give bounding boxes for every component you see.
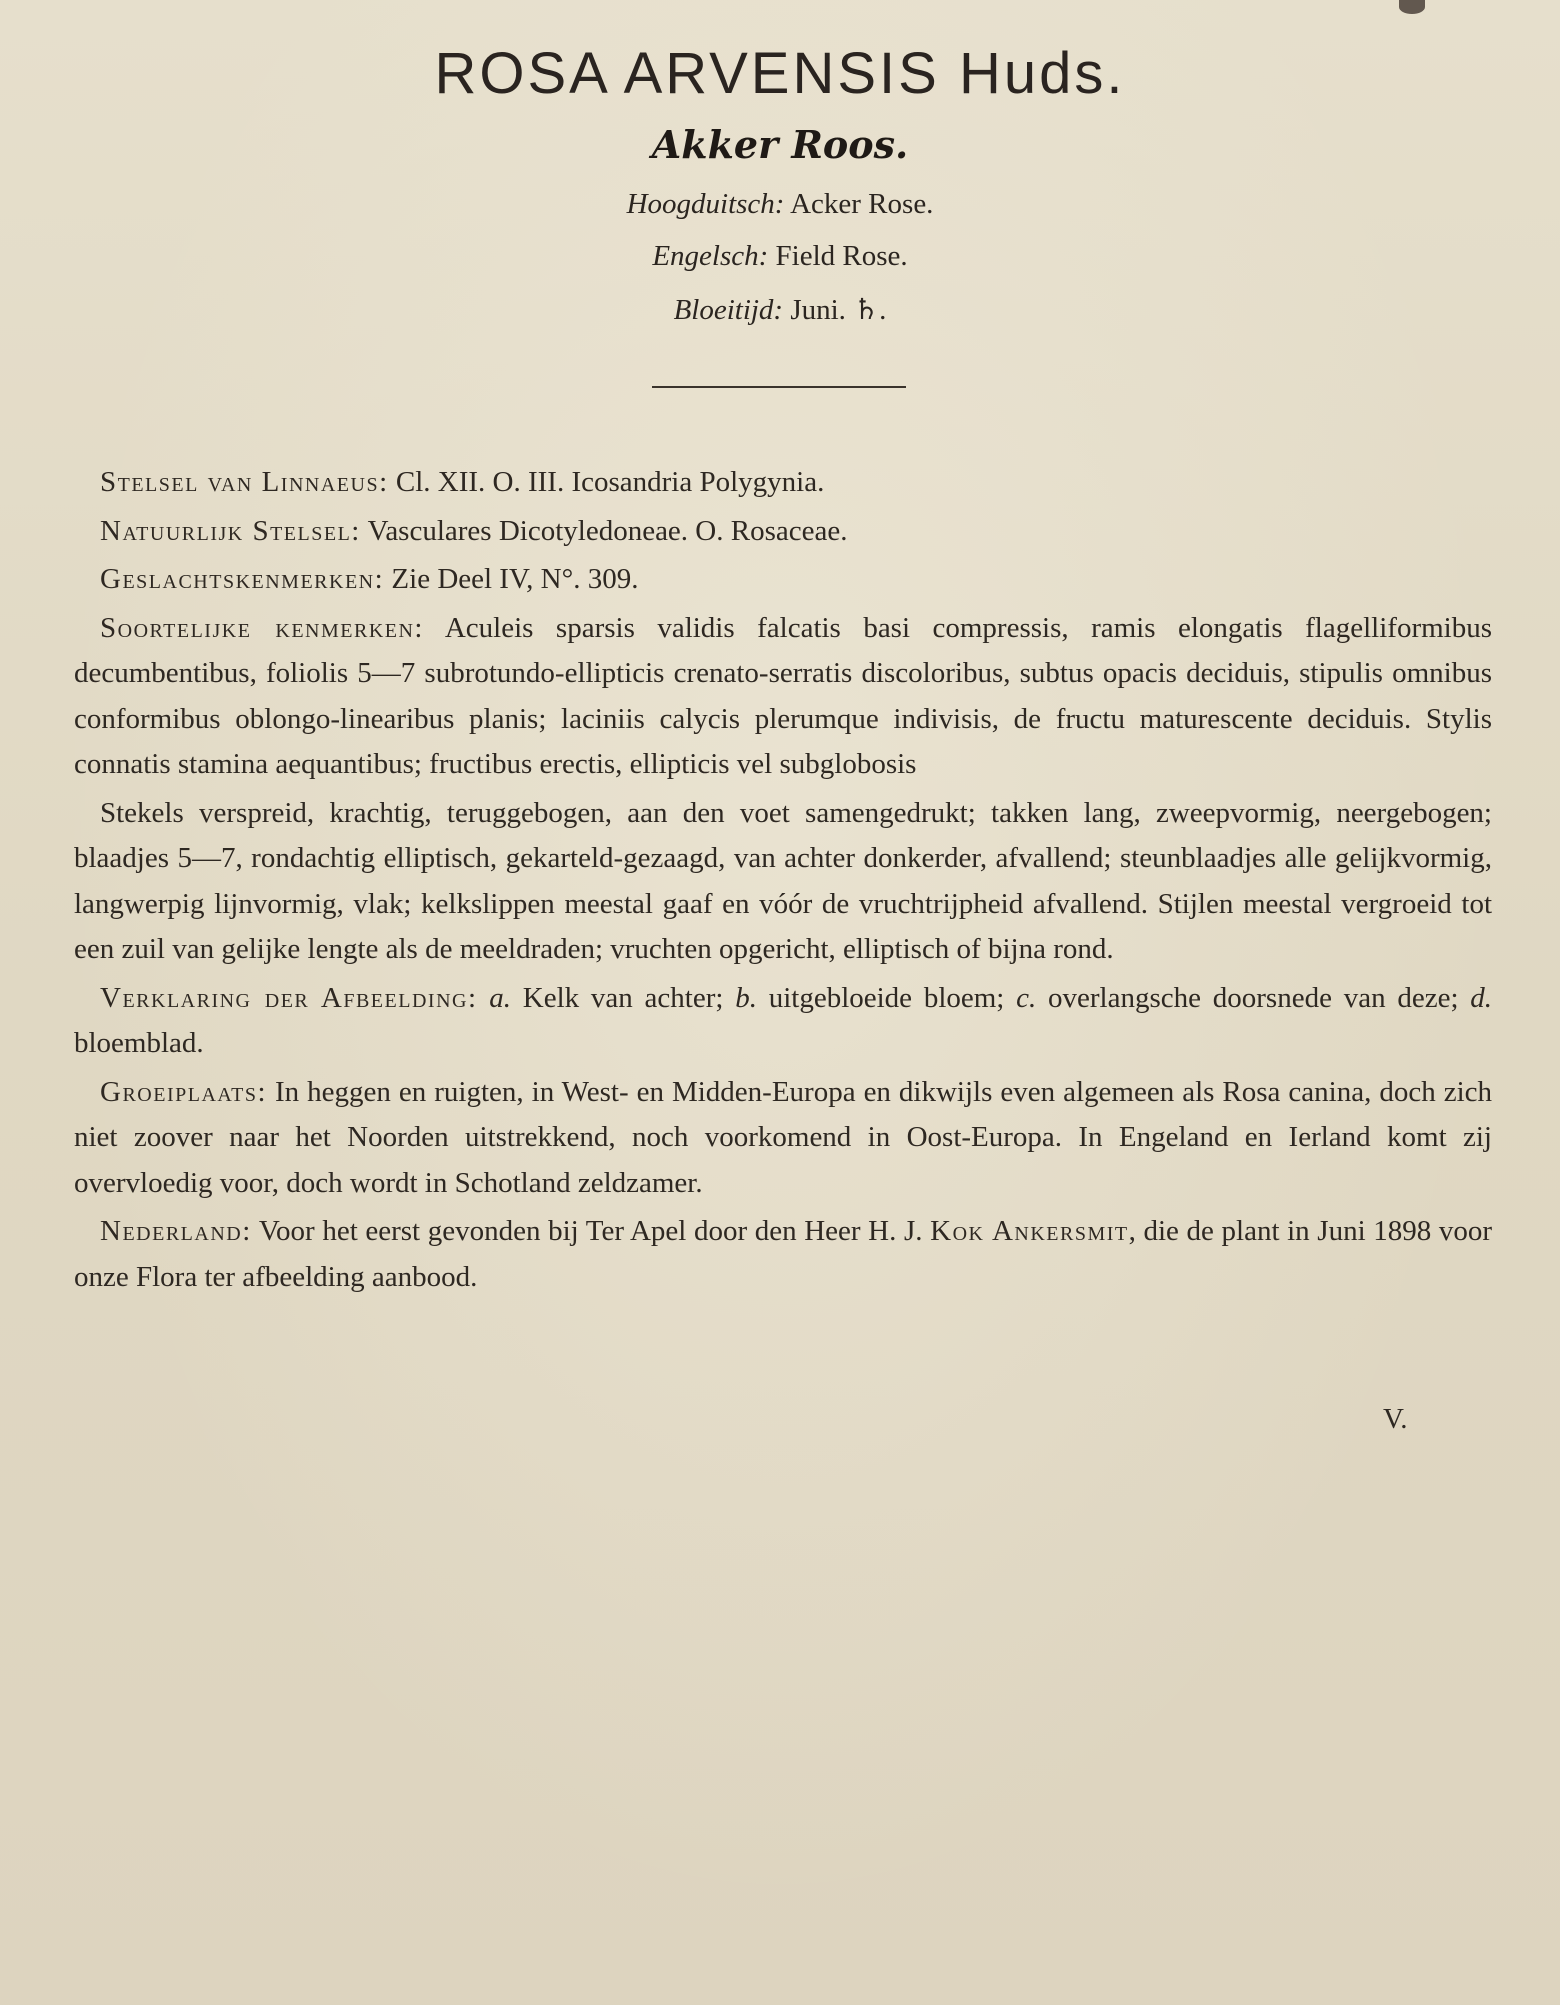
common-name: Akker Roos.: [651, 122, 909, 167]
linnaeus-paragraph: [74, 460, 1492, 506]
species-label: Soortelijke kenmerken:: [100, 611, 424, 644]
natural-system-text: Vasculares Dicotyledoneae. O. Rosaceae.: [360, 514, 848, 547]
flowering-time-line: [0, 292, 1560, 327]
flowering-time-label: Bloeitijd:: [673, 294, 784, 326]
species-dutch-paragraph: Stekels verspreid, krachtig, teruggebogen, aan den voet samengedrukt; takken lang, zweepvormig, neergebogen; blaadjes 5—7, rondachtig elliptisch, gekarteld-gezaagd, van achter donkerder, afvallend; steunblaadjes alle gelijkvormig, langwerpig lijnvormig, vlak; kelkslippen meestal gaaf en vóór de vruchtrijpheid afvallend. Stijlen meestal vergroeid tot een zuil van gelijke lengte als de meeldraden; vruchten opgericht, elliptisch of bijna rond.: [74, 796, 1492, 965]
english-name-label: Engelsch:: [652, 240, 769, 272]
figure-explanation-paragraph: [74, 976, 1492, 1067]
figure-text-d: bloemblad.: [74, 1027, 204, 1059]
page-title: ROSA ARVENSIS Huds.: [434, 41, 1126, 106]
species-latin-text: Aculeis sparsis validis falcatis basi compressis, ramis elongatis flagelliformibus decumbentibus, foliolis 5—7 subrotundo-ellipticis crenato-serratis discoloribus, subtus opacis deciduis, stipulis omnibus conformibus oblongo-linearibus planis; laciniis calycis plerumque indivisis, de fructu maturescente deciduis. Stylis connatis stamina aequantibus; fructibus erectis, ellipticis vel subglobosis: [74, 611, 1492, 780]
figure-text-a: Kelk van achter;: [511, 981, 736, 1014]
linnaeus-label: Stelsel van Linnaeus:: [100, 466, 389, 498]
genus-paragraph: [74, 557, 1492, 603]
genus-label: Geslachtskenmerken:: [100, 563, 385, 595]
species-latin-paragraph: [74, 606, 1492, 788]
german-name-label: Hoogduitsch:: [626, 188, 785, 220]
flowering-time-value: Juni. ♄.: [790, 294, 887, 326]
natural-system-label: Natuurlijk Stelsel:: [100, 514, 361, 547]
german-name-line: [0, 188, 1560, 221]
genus-text: Zie Deel IV, N°. 309.: [384, 563, 639, 595]
author-signature: V.: [1383, 1403, 1408, 1435]
netherlands-paragraph: [74, 1209, 1492, 1300]
netherlands-text-before: Voor het eerst gevonden bij Ter Apel door den Heer H. J.: [251, 1215, 931, 1247]
habitat-text: In heggen en ruigten, in West- en Midden-Europa en dikwijls even algemeen als Rosa canina, doch zich niet zoover naar het Noorden uitstrekkend, noch voorkomend in Oost-Europa. In Engeland en Ierland komt zij overvloedig voor, doch wordt in Schotland zeldzamer.: [74, 1075, 1492, 1199]
divider-rule: [652, 386, 906, 388]
english-name-line: [0, 240, 1560, 273]
figure-letter-b: b.: [735, 981, 757, 1014]
figure-letter-d: d.: [1470, 981, 1493, 1014]
figure-text-c: overlangsche doorsnede van deze;: [1036, 981, 1471, 1014]
figure-letter-c: c.: [1016, 981, 1037, 1014]
habitat-paragraph: [74, 1070, 1492, 1207]
linnaeus-text: Cl. XII. O. III. Icosandria Polygynia.: [388, 466, 825, 498]
german-name-value: Acker Rose.: [790, 188, 934, 220]
figure-explanation-label: Verklaring der Afbeelding:: [100, 981, 478, 1014]
habitat-label: Groeiplaats:: [100, 1075, 268, 1108]
netherlands-text-after: , die de plant in Juni 1898 voor onze Flora ter afbeelding aanbood.: [74, 1215, 1492, 1293]
figure-letter-a: a.: [489, 981, 512, 1014]
figure-text-b: uitgebloeide bloem;: [756, 981, 1017, 1014]
english-name-value: Field Rose.: [775, 240, 908, 272]
description-body: [74, 460, 1492, 1303]
ink-spot: [1399, 0, 1425, 14]
netherlands-label: Nederland:: [100, 1215, 252, 1247]
natural-system-paragraph: [74, 509, 1492, 555]
netherlands-person: Kok Ankersmit: [930, 1215, 1129, 1247]
